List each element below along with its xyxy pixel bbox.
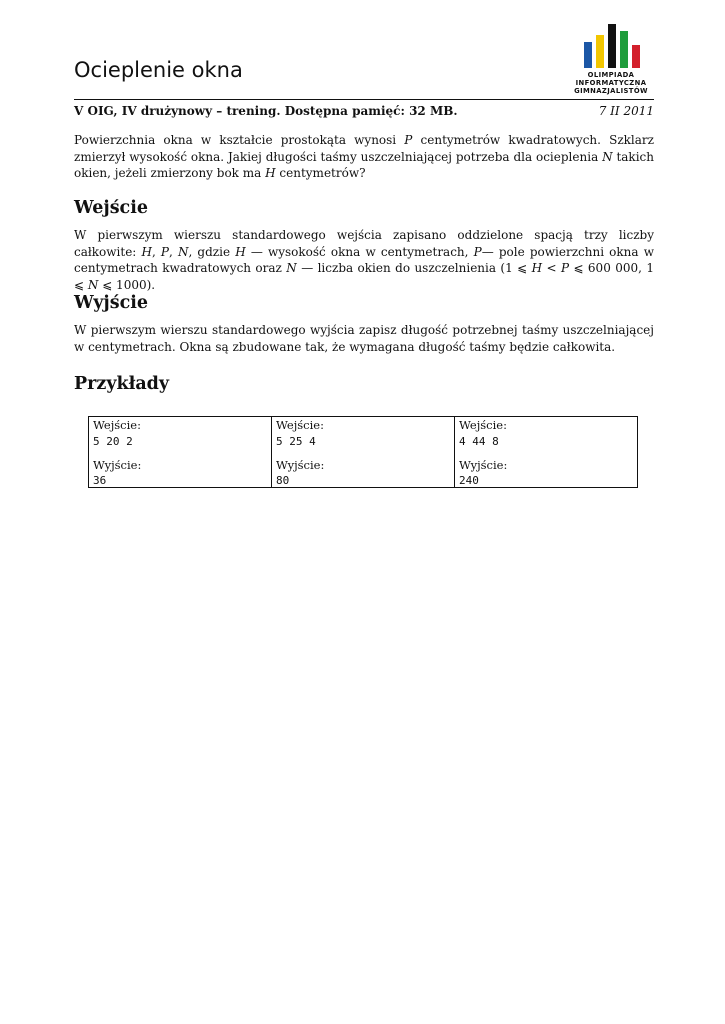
example-input-label: Wejście: <box>93 418 141 432</box>
contest-info <box>74 104 654 120</box>
examples-table <box>88 416 638 488</box>
logo-line-2: INFORMATYCZNA <box>575 79 647 88</box>
var-p: P <box>404 133 413 147</box>
text-run: ⩽ 600 000, 1 ⩽ <box>74 261 654 292</box>
example-column <box>89 417 272 487</box>
logo-line-1: OLIMPIADA <box>587 71 635 79</box>
text-run: , <box>151 244 161 259</box>
problem-statement <box>74 132 654 182</box>
example-column <box>455 417 637 487</box>
text-run: centymetrów? <box>275 166 366 180</box>
text-run: — pole powierzchni okna w centymetrach kwadratowych oraz <box>74 244 654 275</box>
example-input-value: 5 25 4 <box>276 435 316 448</box>
logo-bar-red <box>632 45 640 68</box>
examples-heading: Przykłady <box>74 374 170 394</box>
example-output-label: Wyjście: <box>93 458 142 472</box>
input-heading: Wejście <box>74 198 148 218</box>
example-output-label: Wyjście: <box>276 458 325 472</box>
var-p: P <box>473 244 482 259</box>
example-output-label: Wyjście: <box>459 458 508 472</box>
logo-line-3: GIMNAZJALISTÓW <box>574 87 648 96</box>
text-run: ⩽ 1000). <box>98 277 156 292</box>
text-run: Powierzchnia okna w kształcie prostokąta wynosi <box>74 133 405 147</box>
example-output-value: 80 <box>276 474 290 487</box>
logo-bar-green <box>620 31 628 68</box>
var-p: P <box>160 244 169 259</box>
example-input-label: Wejście: <box>276 418 324 432</box>
var-h: H <box>141 244 152 259</box>
var-n: N <box>286 261 297 275</box>
text-run: W pierwszym wierszu standardowego wejścia zapisano oddzielone spacją trzy liczby całkowite: <box>74 228 654 259</box>
logo-bar-blue <box>584 42 592 68</box>
example-input-value: 4 44 8 <box>459 435 499 448</box>
text-run: centymetrów kwadratowych. Szklarz zmierzył wysokość okna. Jakiej długości taśmy uszczelniającej potrzeba dla ocieplenia <box>74 133 654 164</box>
var-n: N <box>602 149 613 164</box>
logo-bar-yellow <box>596 35 604 68</box>
example-column <box>272 417 455 487</box>
var-p: P <box>560 261 570 275</box>
contest-date: 7 II 2011 <box>598 104 654 118</box>
text-run: , gdzie <box>188 244 236 259</box>
var-h: H <box>531 261 543 275</box>
example-output-value: 36 <box>93 474 107 487</box>
var-n: N <box>177 244 189 259</box>
var-h: H <box>265 166 276 180</box>
olimpiada-logo <box>566 22 656 96</box>
contest-name: V OIG, IV drużynowy – trening. Dostępna pamięć: 32 MB. <box>74 104 458 118</box>
example-output-value: 240 <box>459 474 479 487</box>
example-input-value: 5 20 2 <box>93 435 133 448</box>
input-description <box>74 227 654 293</box>
text-run: , <box>169 244 178 259</box>
output-description: W pierwszym wierszu standardowego wyjścia zapisz długość potrzebnej taśmy uszczelniającej w centymetrach. Okna są zbudowane tak, że wymagana długość taśmy będzie całkowita. <box>74 323 654 354</box>
text-run: — liczba okien do uszczelnienia (1 ⩽ <box>296 261 532 275</box>
var-n: N <box>87 277 99 292</box>
logo-bars-icon <box>583 22 643 68</box>
example-input-label: Wejście: <box>459 418 507 432</box>
text-run: — wysokość okna w centymetrach, <box>245 244 474 259</box>
text-run: takich okien, jeżeli zmierzony bok ma <box>74 149 654 180</box>
output-heading: Wyjście <box>74 293 149 313</box>
var-h: H <box>235 244 246 259</box>
page-title: Ocieplenie okna <box>74 58 243 82</box>
logo-text <box>566 71 656 96</box>
text-run: < <box>542 261 561 275</box>
header-divider <box>74 99 654 100</box>
logo-bar-black <box>608 24 616 68</box>
